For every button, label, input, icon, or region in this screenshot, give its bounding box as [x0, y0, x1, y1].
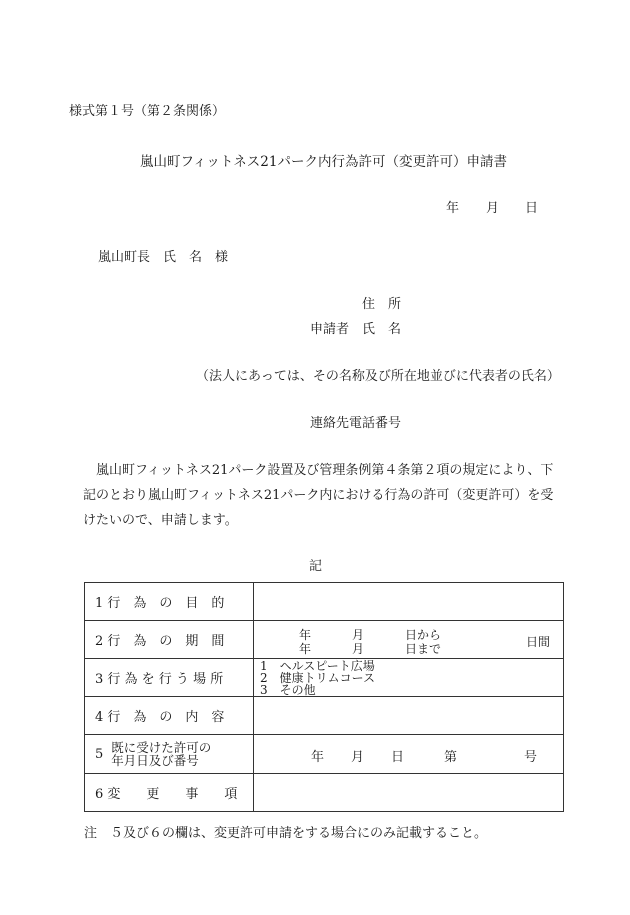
date-year: 年 — [446, 201, 460, 216]
prev-month: 月 — [351, 750, 365, 765]
prev-year: 年 — [311, 750, 325, 765]
prev-go: 号 — [524, 750, 538, 765]
place-field[interactable] — [254, 659, 564, 697]
table-row — [85, 583, 564, 621]
period-label: 2 行 為 の 期 間 — [85, 621, 254, 659]
content-label: 4 行 為 の 内 容 — [85, 697, 254, 735]
table-row — [85, 774, 564, 812]
place-option: 1 ヘルスピート広場 — [260, 658, 375, 673]
content-field[interactable] — [254, 697, 564, 735]
period-from-year: 年 — [299, 627, 312, 642]
place-option: 2 健康トリムコース — [260, 670, 376, 685]
phone-label: 連絡先電話番号 — [310, 416, 402, 431]
place-option: 3 その他 — [260, 682, 316, 697]
period-field[interactable] — [254, 621, 564, 659]
prev-dai: 第 — [444, 750, 458, 765]
period-to-year: 年 — [299, 641, 312, 656]
application-table — [84, 582, 564, 812]
purpose-field[interactable] — [254, 583, 564, 621]
period-to-month: 月 — [352, 641, 365, 656]
previous-permit-number: 5 — [95, 746, 104, 762]
change-items-field[interactable] — [254, 774, 564, 812]
place-label: 3 行 為 を 行 う 場 所 — [85, 659, 254, 697]
document-title: 嵐山町フィットネス21パーク内行為許可（変更許可）申請書 — [140, 154, 507, 170]
ki-heading: 記 — [309, 559, 323, 574]
prev-day: 日 — [391, 750, 405, 765]
previous-permit-field[interactable] — [254, 735, 564, 774]
date-day: 日 — [525, 201, 539, 216]
change-items-label: 6 変 更 事 項 — [85, 774, 254, 812]
corporate-note: （法人にあっては、その名称及び所在地並びに代表者の氏名） — [196, 369, 560, 384]
table-row — [85, 735, 564, 774]
period-days: 日間 — [526, 634, 551, 649]
addressee: 嵐山町長 氏 名 様 — [98, 250, 229, 265]
applicant-name-label: 申請者 氏 名 — [310, 322, 402, 337]
form-number: 様式第１号（第２条関係） — [69, 104, 226, 119]
applicant-address-label: 住 所 — [362, 297, 402, 312]
body-paragraph — [83, 458, 565, 533]
table-row — [85, 621, 564, 659]
previous-permit-label — [85, 735, 254, 774]
body-line: 記のとおり嵐山町フィットネス21パーク内における行為の許可（変更許可）を受 — [83, 488, 554, 503]
previous-permit-label-line: 年月日及び番号 — [111, 753, 199, 768]
previous-permit-label-line: 既に受けた許可の — [111, 740, 212, 755]
period-from-month: 月 — [352, 627, 365, 642]
date-month: 月 — [486, 201, 500, 216]
footnote: 注 ５及び６の欄は、変更許可申請をする場合にのみ記載すること。 — [84, 826, 488, 841]
body-line: けたいので、申請します。 — [83, 513, 238, 528]
period-to-day: 日まで — [405, 641, 442, 656]
table-row — [85, 659, 564, 697]
period-from-day: 日から — [405, 627, 442, 642]
table-row — [85, 697, 564, 735]
purpose-label: 1 行 為 の 目 的 — [85, 583, 254, 621]
body-line: 嵐山町フィットネス21パーク設置及び管理条例第４条第２項の規定により、下 — [83, 463, 554, 478]
